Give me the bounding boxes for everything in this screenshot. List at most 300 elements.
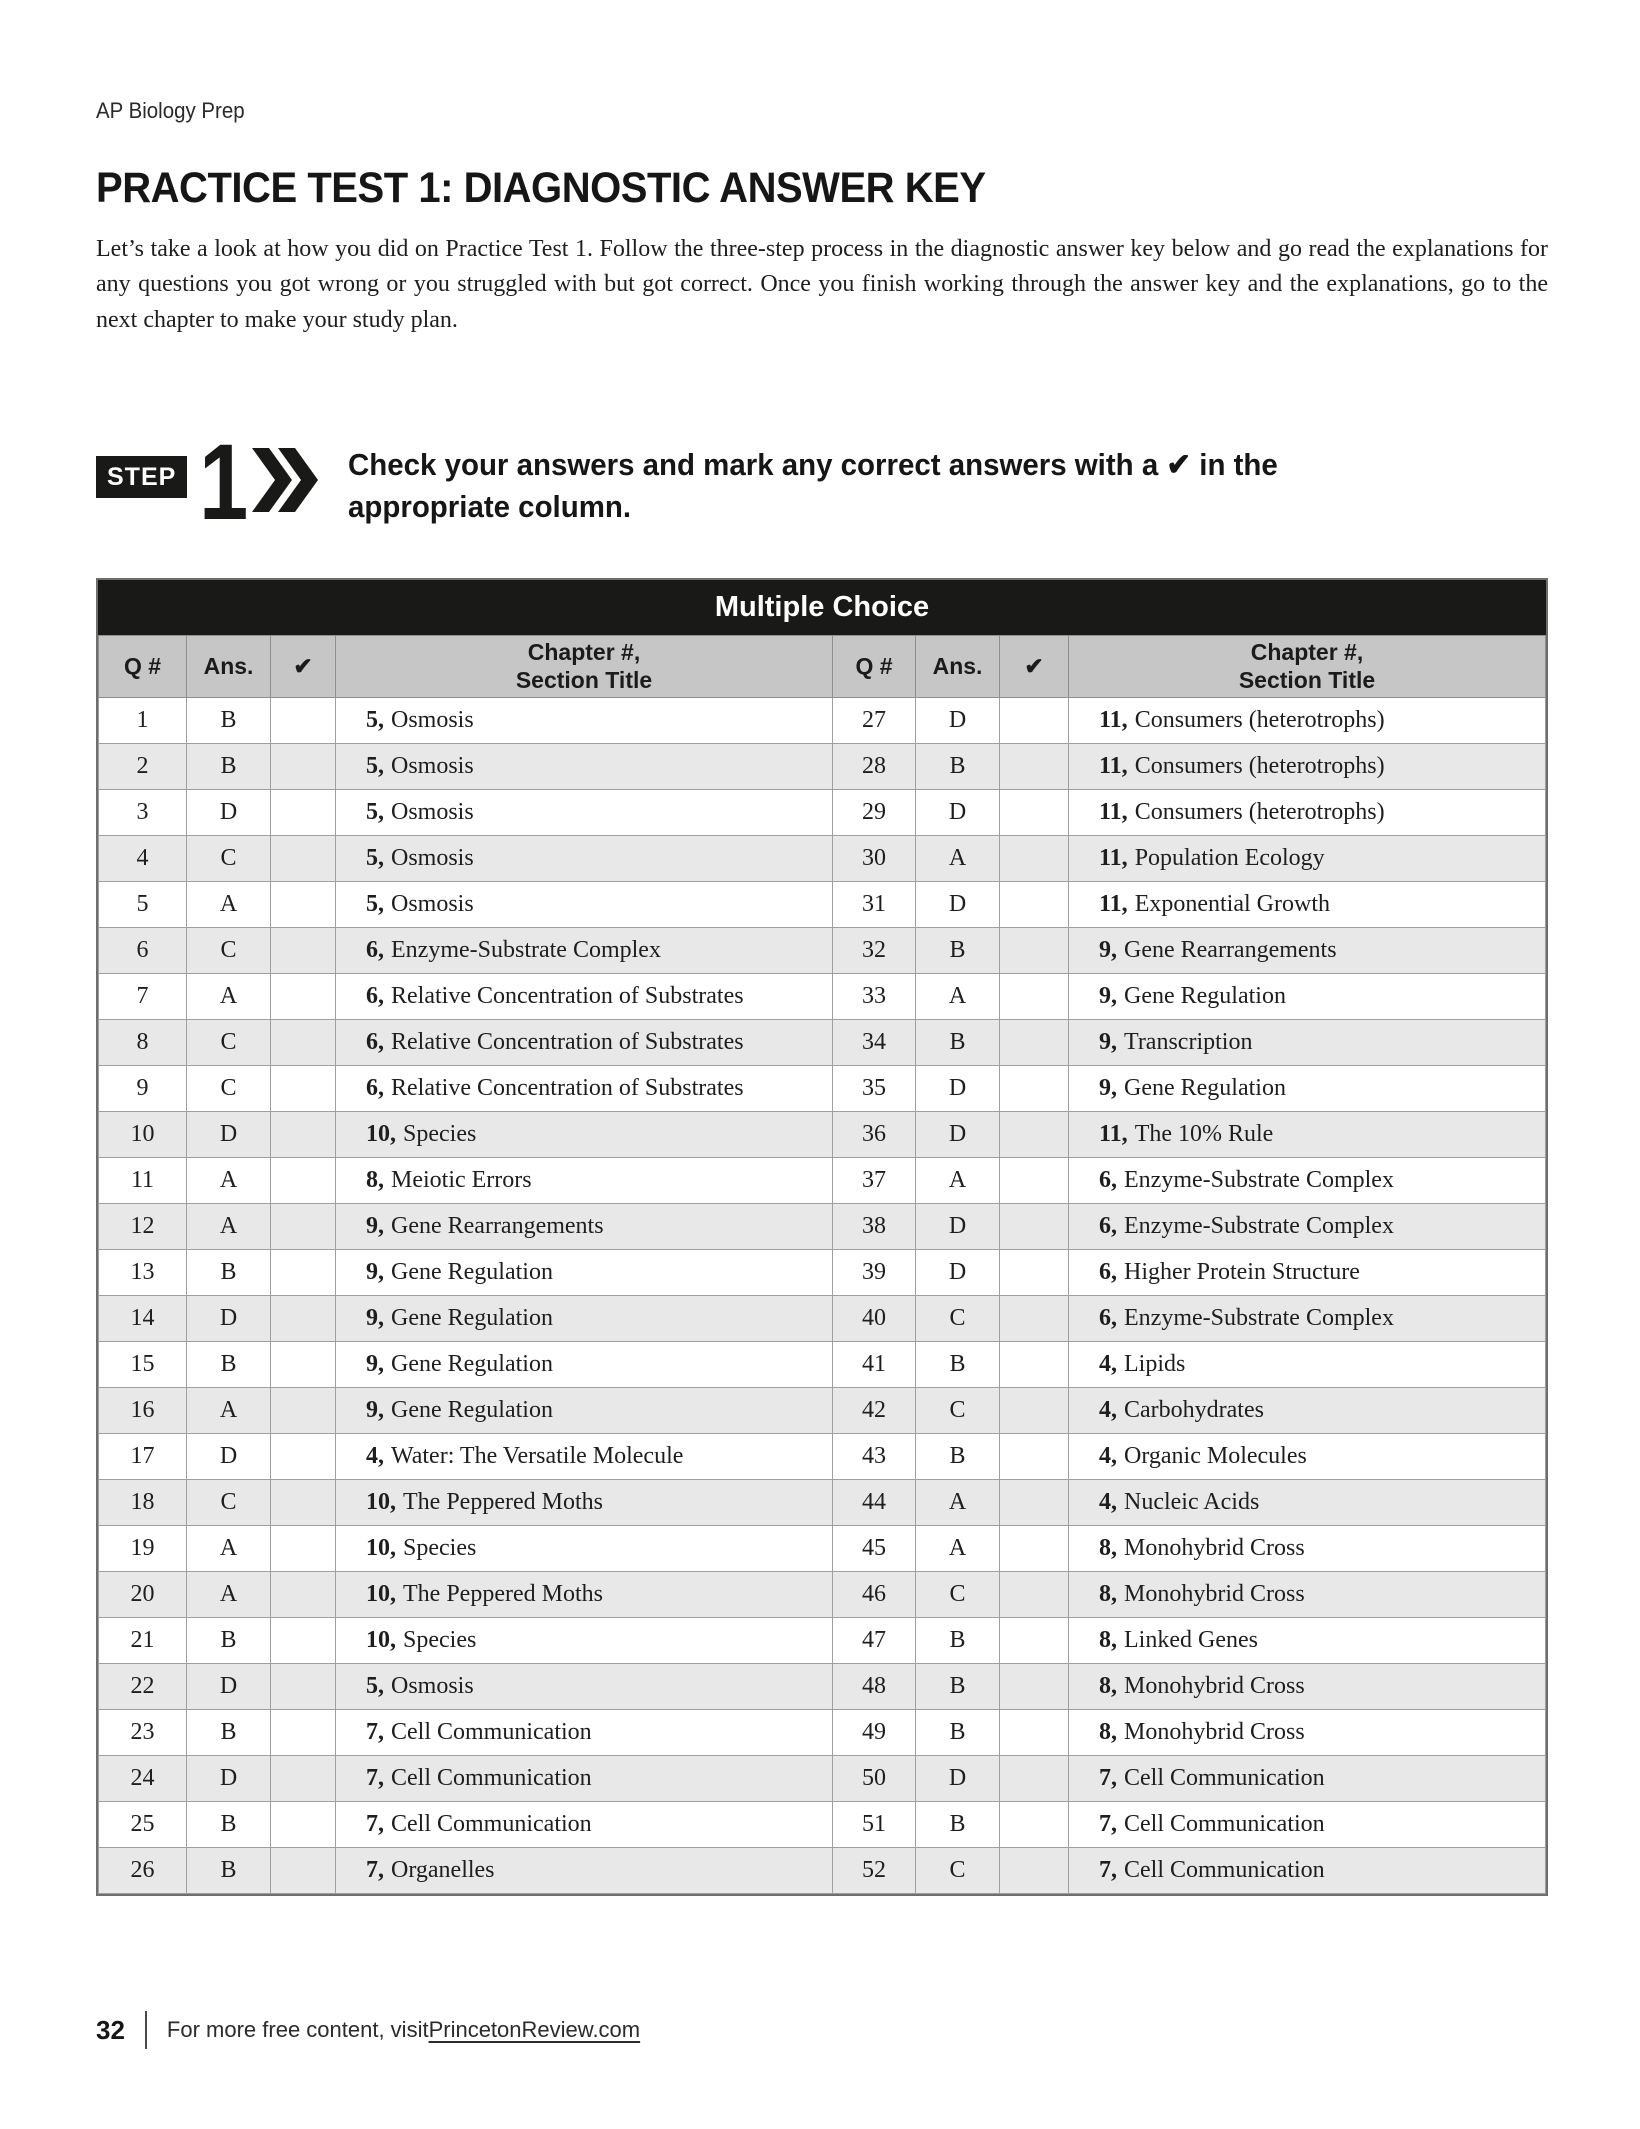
section-title: Organelles: [391, 1857, 495, 1883]
answer-letter-cell: B: [187, 1802, 271, 1848]
table-row: [99, 1664, 1546, 1710]
step-instruction: Check your answers and mark any correct answers with a ✔ in the appropriate column.: [348, 447, 1278, 525]
chapter-section-cell: [336, 1158, 833, 1204]
chapter-number: 4,: [1099, 1351, 1117, 1377]
chapter-number: 8,: [1099, 1535, 1117, 1561]
section-title: Population Ecology: [1134, 845, 1325, 871]
checkmark-cell: [271, 1388, 336, 1434]
question-number-cell: 30: [833, 836, 916, 882]
chapter-section-cell: [336, 974, 833, 1020]
section-title: Gene Regulation: [1124, 1075, 1286, 1101]
question-number-cell: 44: [833, 1480, 916, 1526]
checkmark-cell: [1000, 744, 1069, 790]
header-chapter-section: [1069, 636, 1546, 698]
checkmark-cell: [271, 1802, 336, 1848]
chapter-number: 8,: [1099, 1627, 1117, 1653]
chapter-number: 10,: [366, 1535, 396, 1561]
section-title: Enzyme-Substrate Complex: [1124, 1213, 1394, 1239]
table-row: [99, 790, 1546, 836]
chapter-number: 6,: [366, 1075, 384, 1101]
chapter-number: 8,: [1099, 1673, 1117, 1699]
chapter-number: 9,: [1099, 1075, 1117, 1101]
checkmark-cell: [1000, 1526, 1069, 1572]
section-title: Monohybrid Cross: [1124, 1719, 1305, 1745]
chapter-section-cell: [336, 836, 833, 882]
checkmark-cell: [1000, 698, 1069, 744]
chapter-section-cell: [1069, 1664, 1546, 1710]
chapter-section-cell: [1069, 836, 1546, 882]
chapter-number: 9,: [366, 1351, 384, 1377]
question-number-cell: 12: [99, 1204, 187, 1250]
header-checkmark-icon: ✔: [1000, 636, 1069, 698]
question-number-cell: 33: [833, 974, 916, 1020]
answer-letter-cell: C: [916, 1572, 1000, 1618]
step-banner: [96, 421, 1448, 542]
chapter-section-cell: [1069, 790, 1546, 836]
chapter-section-cell: [1069, 1434, 1546, 1480]
section-title: Monohybrid Cross: [1124, 1535, 1305, 1561]
table-row: [99, 1572, 1546, 1618]
chapter-number: 5,: [366, 707, 384, 733]
chapter-section-cell: [336, 1572, 833, 1618]
chapter-number: 7,: [1099, 1811, 1117, 1837]
question-number-cell: 45: [833, 1526, 916, 1572]
section-title: Cell Communication: [1124, 1811, 1325, 1837]
question-number-cell: 32: [833, 928, 916, 974]
chapter-section-cell: [1069, 1572, 1546, 1618]
chapter-number: 5,: [366, 753, 384, 779]
chapter-section-cell: [336, 1848, 833, 1894]
question-number-cell: 10: [99, 1112, 187, 1158]
section-title: Osmosis: [391, 707, 474, 733]
chapter-number: 7,: [1099, 1765, 1117, 1791]
question-number-cell: 23: [99, 1710, 187, 1756]
answer-letter-cell: D: [187, 790, 271, 836]
checkmark-cell: [1000, 790, 1069, 836]
table-row: [99, 1020, 1546, 1066]
section-title: Higher Protein Structure: [1124, 1259, 1360, 1285]
chapter-number: 6,: [1099, 1305, 1117, 1331]
answer-table-body: [99, 698, 1546, 1894]
answer-letter-cell: D: [916, 698, 1000, 744]
checkmark-cell: [1000, 836, 1069, 882]
section-title: Osmosis: [391, 753, 474, 779]
answer-letter-cell: D: [187, 1756, 271, 1802]
answer-letter-cell: D: [916, 1756, 1000, 1802]
chapter-number: 7,: [1099, 1857, 1117, 1883]
answer-letter-cell: A: [916, 1526, 1000, 1572]
checkmark-cell: [1000, 882, 1069, 928]
chapter-number: 9,: [1099, 1029, 1117, 1055]
footer-divider: [145, 2011, 147, 2049]
answer-letter-cell: A: [187, 1572, 271, 1618]
chapter-section-cell: [1069, 1618, 1546, 1664]
checkmark-cell: [1000, 1020, 1069, 1066]
question-number-cell: 2: [99, 744, 187, 790]
section-title: Enzyme-Substrate Complex: [1124, 1167, 1394, 1193]
header-chapter-line2: Section Title: [1238, 666, 1376, 693]
question-number-cell: 40: [833, 1296, 916, 1342]
checkmark-cell: [271, 698, 336, 744]
chapter-section-cell: [336, 1664, 833, 1710]
answer-letter-cell: B: [187, 1618, 271, 1664]
answer-letter-cell: B: [916, 1020, 1000, 1066]
answer-letter-cell: D: [187, 1296, 271, 1342]
chapter-number: 7,: [366, 1811, 384, 1837]
chapter-number: 6,: [366, 1029, 384, 1055]
checkmark-cell: [271, 1526, 336, 1572]
chapter-section-cell: [336, 1526, 833, 1572]
step-badge: [96, 421, 348, 542]
answer-letter-cell: B: [187, 1710, 271, 1756]
checkmark-cell: [271, 744, 336, 790]
question-number-cell: 16: [99, 1388, 187, 1434]
answer-letter-cell: B: [187, 1342, 271, 1388]
answer-letter-cell: A: [187, 1158, 271, 1204]
table-row: [99, 1066, 1546, 1112]
chapter-number: 11,: [1099, 891, 1128, 917]
chapter-section-cell: [1069, 1112, 1546, 1158]
answer-letter-cell: A: [187, 882, 271, 928]
section-title: The Peppered Moths: [403, 1489, 603, 1515]
chapter-section-cell: [336, 698, 833, 744]
checkmark-cell: [271, 1158, 336, 1204]
table-row: [99, 1480, 1546, 1526]
chapter-section-cell: [1069, 1710, 1546, 1756]
header-chapter-line2: Section Title: [515, 666, 653, 693]
table-row: [99, 882, 1546, 928]
answer-letter-cell: C: [187, 1020, 271, 1066]
checkmark-cell: [271, 1112, 336, 1158]
checkmark-cell: [271, 1848, 336, 1894]
checkmark-cell: [1000, 974, 1069, 1020]
section-title: Cell Communication: [1124, 1857, 1325, 1883]
chapter-number: 9,: [366, 1213, 384, 1239]
header-answer: Ans.: [187, 636, 271, 698]
chapter-section-cell: [1069, 744, 1546, 790]
chapter-number: 10,: [366, 1489, 396, 1515]
section-title: Gene Rearrangements: [391, 1213, 604, 1239]
chapter-section-cell: [336, 1020, 833, 1066]
question-number-cell: 48: [833, 1664, 916, 1710]
question-number-cell: 4: [99, 836, 187, 882]
question-number-cell: 35: [833, 1066, 916, 1112]
section-title: Monohybrid Cross: [1124, 1673, 1305, 1699]
table-title: Multiple Choice: [98, 580, 1546, 635]
chapter-section-cell: [1069, 1158, 1546, 1204]
chapter-section-cell: [336, 1342, 833, 1388]
section-title: Gene Regulation: [1124, 983, 1286, 1009]
question-number-cell: 6: [99, 928, 187, 974]
table-row: [99, 1756, 1546, 1802]
answer-letter-cell: B: [916, 1664, 1000, 1710]
question-number-cell: 31: [833, 882, 916, 928]
section-title: Consumers (heterotrophs): [1134, 799, 1385, 825]
answer-letter-cell: D: [187, 1112, 271, 1158]
section-title: Transcription: [1124, 1029, 1253, 1055]
question-number-cell: 34: [833, 1020, 916, 1066]
chapter-section-cell: [1069, 974, 1546, 1020]
answer-letter-cell: A: [187, 1388, 271, 1434]
footer-text: For more free content, visit: [166, 2017, 429, 2042]
question-number-cell: 19: [99, 1526, 187, 1572]
answer-key-table: [96, 578, 1548, 1896]
double-chevron-icon: [252, 448, 318, 512]
answer-letter-cell: B: [187, 744, 271, 790]
question-number-cell: 13: [99, 1250, 187, 1296]
answer-letter-cell: B: [916, 1434, 1000, 1480]
section-title: Relative Concentration of Substrates: [391, 983, 744, 1009]
section-title: Osmosis: [391, 891, 474, 917]
table-row: [99, 1848, 1546, 1894]
brand-header: [96, 98, 256, 124]
question-number-cell: 20: [99, 1572, 187, 1618]
question-number-cell: 7: [99, 974, 187, 1020]
section-title: Species: [403, 1121, 477, 1147]
answer-letter-cell: B: [916, 1710, 1000, 1756]
header-answer: Ans.: [916, 636, 1000, 698]
chapter-number: 5,: [366, 845, 384, 871]
question-number-cell: 18: [99, 1480, 187, 1526]
question-number-cell: 41: [833, 1342, 916, 1388]
checkmark-cell: [271, 1434, 336, 1480]
question-number-cell: 26: [99, 1848, 187, 1894]
question-number-cell: 52: [833, 1848, 916, 1894]
chapter-number: 8,: [1099, 1581, 1117, 1607]
question-number-cell: 43: [833, 1434, 916, 1480]
question-number-cell: 42: [833, 1388, 916, 1434]
question-number-cell: 29: [833, 790, 916, 836]
answer-letter-cell: D: [187, 1434, 271, 1480]
chapter-section-cell: [336, 1296, 833, 1342]
section-title: Gene Regulation: [391, 1305, 553, 1331]
chapter-number: 11,: [1099, 753, 1128, 779]
checkmark-cell: [1000, 1710, 1069, 1756]
chapter-section-cell: [336, 1802, 833, 1848]
table-header-row: [99, 636, 1546, 698]
question-number-cell: 5: [99, 882, 187, 928]
checkmark-cell: [1000, 1250, 1069, 1296]
chapter-number: 11,: [1099, 707, 1128, 733]
checkmark-cell: [271, 836, 336, 882]
step-number: 1: [199, 421, 249, 542]
question-number-cell: 37: [833, 1158, 916, 1204]
section-title: Exponential Growth: [1134, 891, 1330, 917]
section-title: Relative Concentration of Substrates: [391, 1029, 744, 1055]
header-chapter-line1: Chapter #,: [1250, 639, 1364, 666]
section-title: The 10% Rule: [1134, 1121, 1274, 1147]
chapter-number: 10,: [366, 1121, 396, 1147]
table-row: [99, 1296, 1546, 1342]
checkmark-cell: [1000, 1572, 1069, 1618]
checkmark-cell: [1000, 1112, 1069, 1158]
answer-letter-cell: B: [187, 698, 271, 744]
answer-letter-cell: A: [916, 1480, 1000, 1526]
section-title: Monohybrid Cross: [1124, 1581, 1305, 1607]
section-title: Water: The Versatile Molecule: [391, 1443, 684, 1469]
question-number-cell: 27: [833, 698, 916, 744]
intro-paragraph: Let’s take a look at how you did on Practice Test 1. Follow the three-step process in the diagnostic answer key below and go read the explanations for any questions you got wrong or you struggled with but got correct. Once you finish working through the answer key and the explanations, go to the next chapter to make your study plan.: [96, 236, 1548, 333]
chapter-number: 9,: [366, 1305, 384, 1331]
section-title: Relative Concentration of Substrates: [391, 1075, 744, 1101]
section-title: Organic Molecules: [1124, 1443, 1307, 1469]
section-title: Cell Communication: [1124, 1765, 1325, 1791]
question-number-cell: 17: [99, 1434, 187, 1480]
checkmark-cell: [271, 974, 336, 1020]
answer-letter-cell: C: [187, 1066, 271, 1112]
chapter-number: 5,: [366, 1673, 384, 1699]
table-row: [99, 1388, 1546, 1434]
answer-letter-cell: B: [916, 1618, 1000, 1664]
section-title: Gene Regulation: [391, 1351, 553, 1377]
table-row: [99, 744, 1546, 790]
question-number-cell: 8: [99, 1020, 187, 1066]
section-title: Carbohydrates: [1124, 1397, 1264, 1423]
question-number-cell: 25: [99, 1802, 187, 1848]
chapter-section-cell: [1069, 1526, 1546, 1572]
brand-label: AP Biology Prep: [96, 98, 245, 123]
checkmark-cell: [271, 1020, 336, 1066]
chapter-number: 10,: [366, 1627, 396, 1653]
checkmark-cell: [271, 790, 336, 836]
question-number-cell: 51: [833, 1802, 916, 1848]
chapter-section-cell: [336, 1250, 833, 1296]
question-number-cell: 28: [833, 744, 916, 790]
question-number-cell: 11: [99, 1158, 187, 1204]
answer-letter-cell: C: [187, 1480, 271, 1526]
chapter-section-cell: [1069, 1756, 1546, 1802]
answer-letter-cell: C: [916, 1388, 1000, 1434]
section-title: Lipids: [1124, 1351, 1186, 1377]
answer-letter-cell: D: [916, 1204, 1000, 1250]
section-title: Cell Communication: [391, 1719, 592, 1745]
chapter-section-cell: [1069, 882, 1546, 928]
chapter-section-cell: [1069, 1388, 1546, 1434]
section-title: Linked Genes: [1124, 1627, 1258, 1653]
chapter-section-cell: [336, 928, 833, 974]
chapter-number: 7,: [366, 1857, 384, 1883]
checkmark-cell: [1000, 1848, 1069, 1894]
chapter-number: 7,: [366, 1765, 384, 1791]
table-row: [99, 974, 1546, 1020]
table-row: [99, 928, 1546, 974]
chapter-number: 6,: [366, 983, 384, 1009]
header-checkmark-icon: ✔: [271, 636, 336, 698]
page-footer: [96, 2008, 640, 2052]
question-number-cell: 15: [99, 1342, 187, 1388]
chapter-number: 10,: [366, 1581, 396, 1607]
chapter-section-cell: [336, 1756, 833, 1802]
section-title: The Peppered Moths: [403, 1581, 603, 1607]
question-number-cell: 49: [833, 1710, 916, 1756]
chapter-section-cell: [1069, 1066, 1546, 1112]
table-row: [99, 1112, 1546, 1158]
answer-letter-cell: B: [916, 928, 1000, 974]
answer-letter-cell: C: [187, 836, 271, 882]
checkmark-cell: [271, 1296, 336, 1342]
answer-letter-cell: C: [187, 928, 271, 974]
answer-letter-cell: A: [187, 1204, 271, 1250]
section-title: Osmosis: [391, 1673, 474, 1699]
chapter-number: 4,: [366, 1443, 384, 1469]
chapter-number: 4,: [1099, 1443, 1117, 1469]
checkmark-cell: [1000, 1756, 1069, 1802]
section-title: Species: [403, 1535, 477, 1561]
page-title: [96, 164, 1053, 213]
checkmark-cell: [1000, 1388, 1069, 1434]
table-row: [99, 1204, 1546, 1250]
answer-letter-cell: B: [916, 1802, 1000, 1848]
answer-letter-cell: D: [187, 1664, 271, 1710]
chapter-number: 9,: [366, 1397, 384, 1423]
chapter-section-cell: [336, 882, 833, 928]
chapter-section-cell: [336, 744, 833, 790]
chapter-number: 6,: [366, 937, 384, 963]
answer-letter-cell: A: [916, 1158, 1000, 1204]
chapter-number: 6,: [1099, 1259, 1117, 1285]
answer-letter-cell: D: [916, 882, 1000, 928]
chapter-section-cell: [1069, 1204, 1546, 1250]
answer-letter-cell: C: [916, 1848, 1000, 1894]
header-question-number: Q #: [833, 636, 916, 698]
chapter-section-cell: [1069, 1848, 1546, 1894]
chapter-number: 9,: [366, 1259, 384, 1285]
table-row: [99, 1250, 1546, 1296]
answer-letter-cell: D: [916, 1066, 1000, 1112]
question-number-cell: 3: [99, 790, 187, 836]
footer-link[interactable]: PrincetonReview.com: [428, 2017, 641, 2042]
question-number-cell: 47: [833, 1618, 916, 1664]
section-title: Osmosis: [391, 845, 474, 871]
chapter-section-cell: [336, 1710, 833, 1756]
table-row: [99, 1434, 1546, 1480]
section-title: Meiotic Errors: [391, 1167, 532, 1193]
checkmark-cell: [1000, 1158, 1069, 1204]
answer-letter-cell: A: [187, 974, 271, 1020]
chapter-number: 6,: [1099, 1167, 1117, 1193]
question-number-cell: 22: [99, 1664, 187, 1710]
checkmark-cell: [1000, 1480, 1069, 1526]
table-row: [99, 1710, 1546, 1756]
page-number: 32: [96, 2014, 125, 2045]
section-title: Gene Regulation: [391, 1259, 553, 1285]
checkmark-cell: [271, 928, 336, 974]
question-number-cell: 50: [833, 1756, 916, 1802]
checkmark-cell: [271, 1618, 336, 1664]
question-number-cell: 38: [833, 1204, 916, 1250]
chapter-section-cell: [336, 1480, 833, 1526]
chapter-number: 4,: [1099, 1489, 1117, 1515]
chapter-number: 11,: [1099, 1121, 1128, 1147]
answer-letter-cell: A: [187, 1526, 271, 1572]
question-number-cell: 1: [99, 698, 187, 744]
section-title: Enzyme-Substrate Complex: [1124, 1305, 1394, 1331]
chapter-section-cell: [336, 1204, 833, 1250]
section-title: Gene Regulation: [391, 1397, 553, 1423]
answer-letter-cell: B: [187, 1250, 271, 1296]
chapter-number: 8,: [1099, 1719, 1117, 1745]
chapter-section-cell: [336, 1112, 833, 1158]
question-number-cell: 24: [99, 1756, 187, 1802]
chapter-section-cell: [336, 1618, 833, 1664]
table-row: [99, 698, 1546, 744]
checkmark-cell: [1000, 1342, 1069, 1388]
chapter-section-cell: [1069, 1250, 1546, 1296]
checkmark-cell: [271, 1710, 336, 1756]
checkmark-cell: [1000, 1664, 1069, 1710]
chapter-number: 8,: [366, 1167, 384, 1193]
question-number-cell: 46: [833, 1572, 916, 1618]
